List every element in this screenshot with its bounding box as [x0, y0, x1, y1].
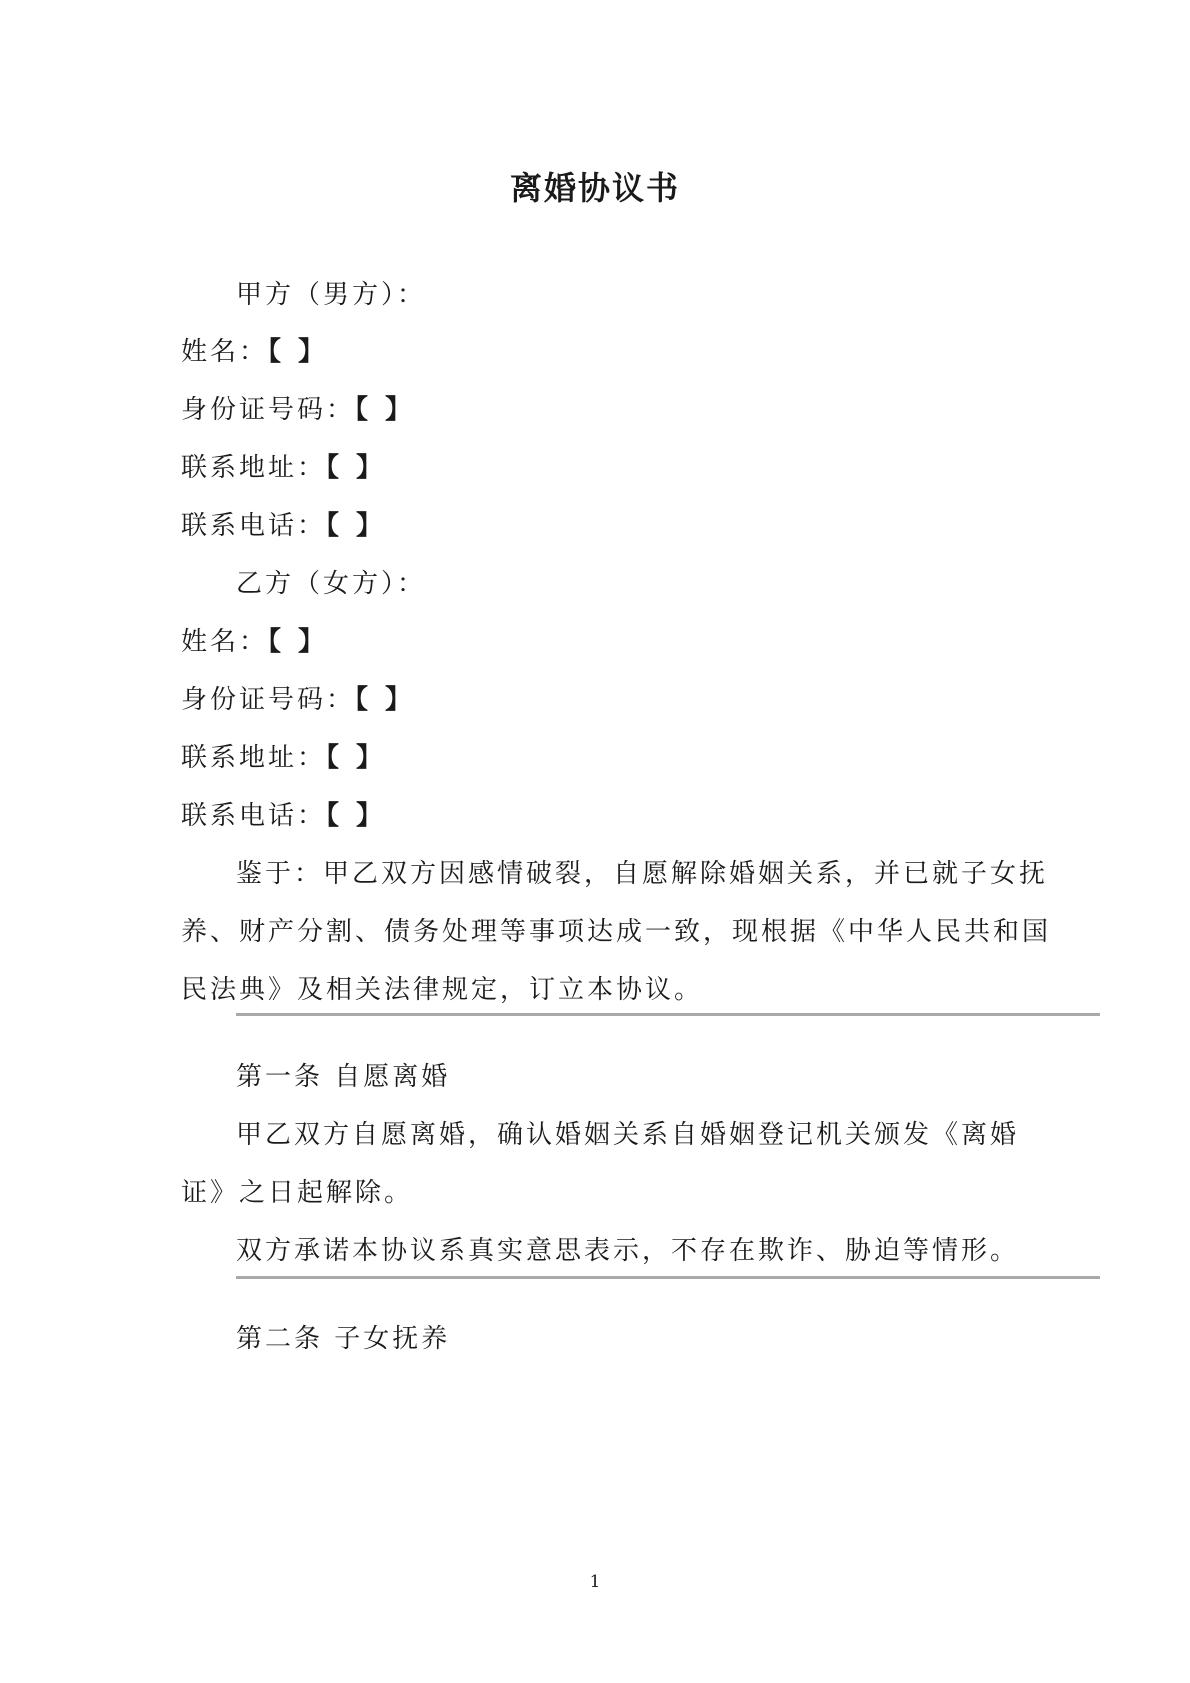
party-a-address-field	[181, 450, 385, 486]
blank-bracket-close: 】	[356, 743, 386, 773]
blank-bracket-open: 【	[355, 395, 372, 425]
field-label: 联系电话：	[181, 801, 327, 831]
blank-bracket-close: 】	[385, 685, 415, 715]
preamble-line: 鉴于：甲乙双方因感情破裂，自愿解除婚姻关系，并已就子女抚	[236, 859, 1049, 889]
blank-bracket-close: 】	[385, 395, 415, 425]
blank-bracket-close: 】	[298, 627, 328, 657]
field-label: 身份证号码：	[181, 395, 356, 425]
article-1-body-line: 证》之日起解除。	[181, 1178, 414, 1208]
blank-bracket-open: 【	[326, 743, 343, 773]
article-1-heading: 第一条 自愿离婚	[236, 1062, 451, 1092]
page-number: 1	[589, 1572, 601, 1592]
field-label: 联系电话：	[181, 511, 327, 541]
field-label: 姓名：	[181, 337, 269, 367]
field-label: 身份证号码：	[181, 685, 356, 715]
article-2-heading: 第二条 子女抚养	[236, 1324, 451, 1354]
party-b-heading: 乙方（女方）：	[236, 569, 427, 599]
blank-bracket-open: 【	[355, 685, 372, 715]
preamble-line: 养、财产分割、债务处理等事项达成一致，现根据《中华人民共和国	[181, 917, 1052, 947]
blank-bracket-open: 【	[326, 511, 343, 541]
blank-bracket-close: 】	[356, 801, 386, 831]
field-label: 联系地址：	[181, 453, 327, 483]
blank-bracket-close: 】	[298, 337, 328, 367]
section-divider	[236, 1276, 1100, 1279]
party-b-id-field	[181, 682, 414, 718]
party-a-id-field	[181, 392, 414, 428]
preamble-line: 民法典》及相关法律规定，订立本协议。	[181, 975, 704, 1005]
party-b-address-field	[181, 740, 385, 776]
blank-bracket-open: 【	[268, 337, 285, 367]
blank-bracket-open: 【	[268, 627, 285, 657]
field-label: 姓名：	[181, 627, 269, 657]
section-divider	[236, 1013, 1100, 1016]
blank-bracket-close: 】	[356, 453, 386, 483]
blank-bracket-open: 【	[326, 801, 343, 831]
party-b-phone-field	[181, 798, 385, 834]
article-1-statement: 双方承诺本协议系真实意思表示，不存在欺诈、胁迫等情形。	[236, 1236, 1020, 1266]
blank-bracket-close: 】	[356, 511, 386, 541]
party-a-phone-field	[181, 508, 385, 544]
blank-bracket-open: 【	[326, 453, 343, 483]
party-a-name-field	[181, 334, 327, 370]
party-a-heading: 甲方（男方）：	[236, 280, 427, 310]
article-1-body-line: 甲乙双方自愿离婚，确认婚姻关系自婚姻登记机关颁发《离婚	[236, 1120, 1020, 1150]
party-b-name-field	[181, 624, 327, 660]
document-title: 离婚协议书	[509, 169, 680, 207]
field-label: 联系地址：	[181, 743, 327, 773]
